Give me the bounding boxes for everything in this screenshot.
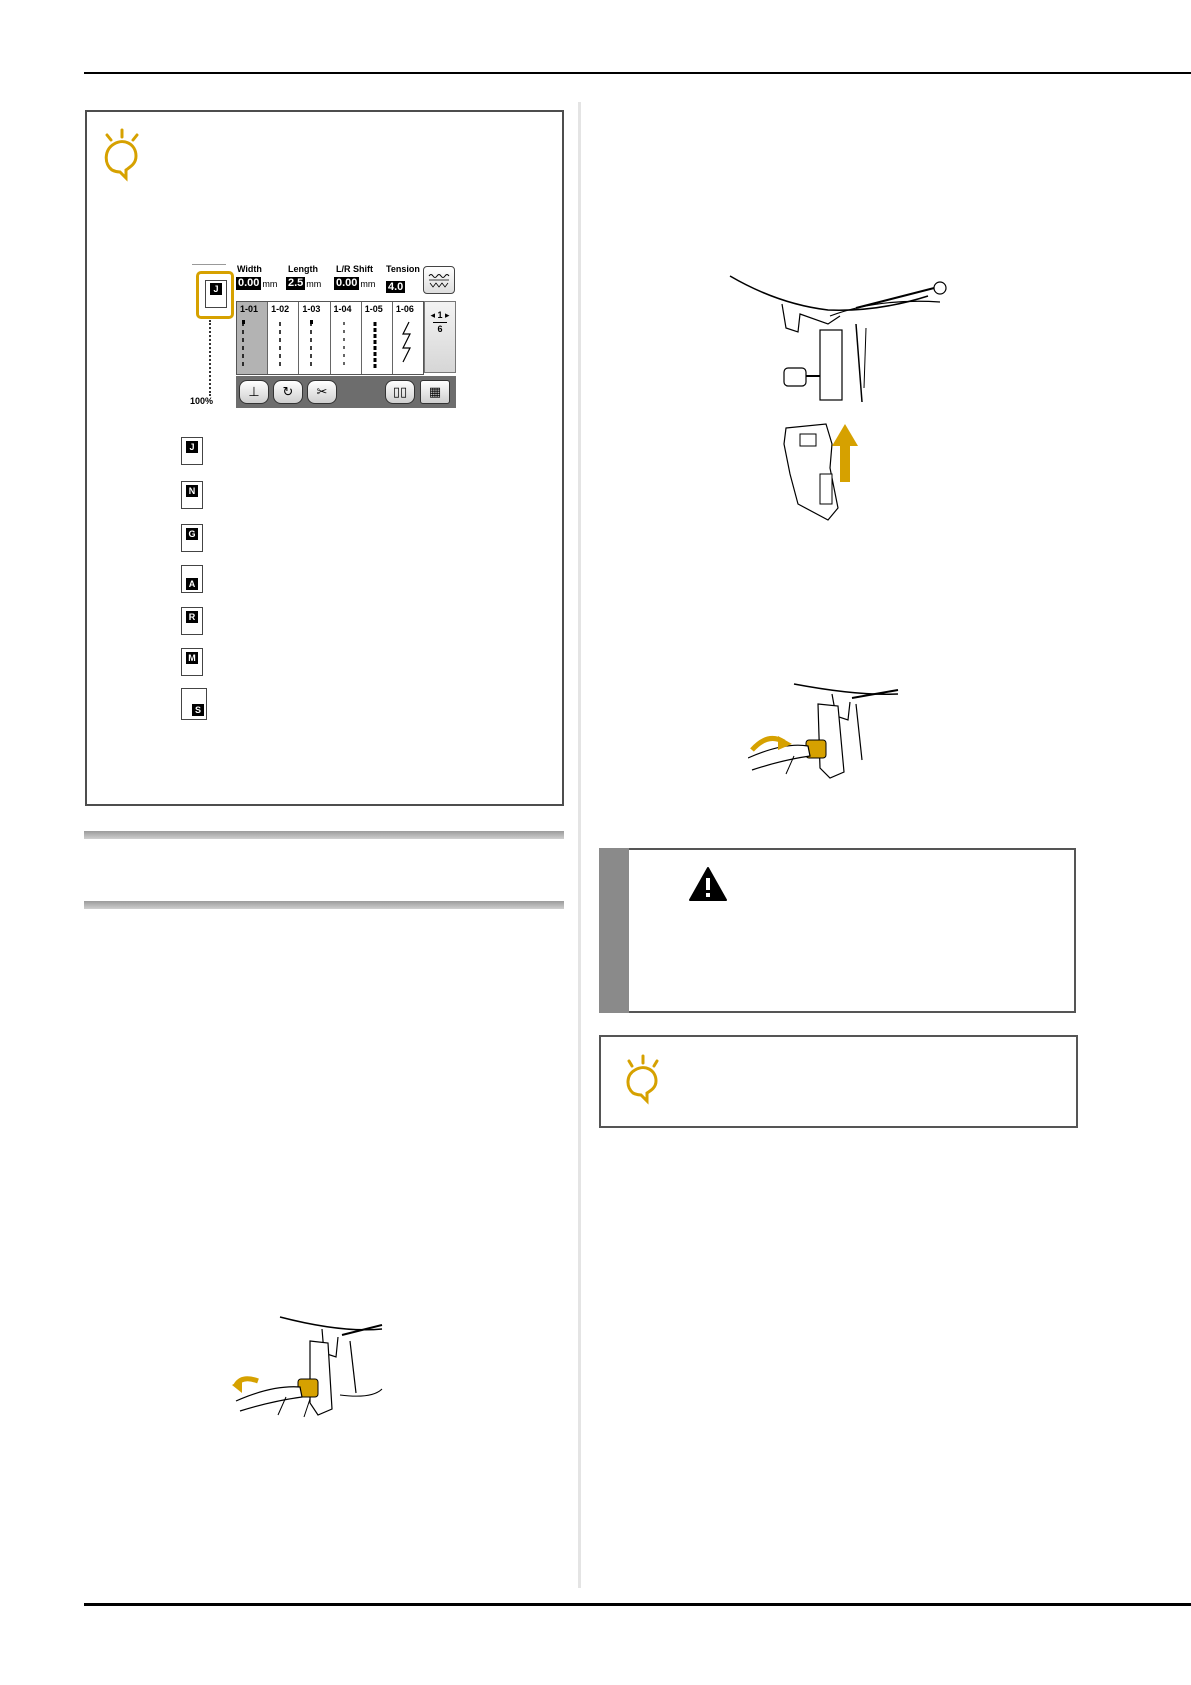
lr-shift-setting[interactable]: [334, 277, 375, 290]
lr-shift-unit: mm: [360, 278, 376, 289]
page-current: 1: [437, 310, 443, 320]
presser-foot-s-icon: [181, 688, 207, 720]
straight-stitch-icon: [299, 302, 329, 374]
width-label: Width: [237, 264, 262, 274]
stitch-number: 1-03: [302, 304, 321, 314]
top-rule: [84, 72, 1191, 74]
section-header-bar-bottom: [84, 901, 564, 909]
width-value: 0.00: [238, 277, 260, 289]
length-unit: mm: [306, 278, 322, 289]
foot-letter: S: [192, 704, 204, 716]
page-indicator[interactable]: [424, 301, 456, 373]
memory-button[interactable]: [420, 380, 450, 404]
straight-stitch-icon: [268, 302, 298, 374]
needle-position-button[interactable]: [273, 380, 303, 404]
stitch-number: 1-04: [333, 304, 352, 314]
stitch-preview-button[interactable]: [423, 266, 455, 294]
page-total: 6: [437, 324, 443, 334]
stitch-preview-icon: [424, 267, 454, 293]
pattern-memory-icon: ▦: [428, 384, 442, 399]
width-setting[interactable]: [236, 277, 277, 290]
foot-letter: R: [186, 611, 198, 623]
tighten-screw-illustration: [748, 680, 928, 790]
length-label: Length: [288, 264, 318, 274]
foot-letter: G: [186, 528, 198, 540]
foot-letter: J: [186, 441, 198, 453]
caution-side-bar: [599, 848, 629, 1013]
tension-value: 4.0: [388, 281, 404, 293]
foot-letter: J: [210, 283, 222, 295]
presser-foot-j-icon: [205, 280, 227, 308]
remove-foot-illustration: [728, 268, 958, 540]
tension-setting[interactable]: [386, 277, 405, 295]
foot-letter: N: [186, 485, 198, 497]
warning-icon: [688, 866, 728, 902]
straight-stitch-icon: [237, 302, 267, 374]
stitch-number: 1-06: [395, 304, 414, 314]
foot-letter: M: [186, 652, 198, 664]
stitch-number: 1-02: [271, 304, 290, 314]
presser-foot-button[interactable]: [239, 380, 269, 404]
zoom-label: 100%: [190, 396, 214, 406]
presser-foot-a-icon: [181, 565, 203, 593]
straight-stitch-icon: [331, 302, 361, 374]
scissors-icon: ✂: [316, 384, 328, 399]
width-unit: mm: [262, 278, 278, 289]
presser-foot-icon: ⊥: [248, 384, 260, 399]
stitch-cell-1-03[interactable]: [299, 302, 330, 374]
foot-letter: A: [186, 578, 198, 590]
page-right-icon[interactable]: ▸: [445, 310, 450, 320]
selected-foot-highlight[interactable]: [196, 271, 234, 319]
loosen-screw-illustration: [232, 1313, 412, 1423]
bottom-rule: [84, 1603, 1191, 1606]
needle-position-icon: ↻: [282, 384, 294, 399]
note-box: [85, 110, 564, 806]
stitch-cell-1-04[interactable]: [331, 302, 362, 374]
lr-shift-value: 0.00: [336, 277, 358, 289]
presser-foot-r-icon: [181, 607, 203, 635]
presser-foot-n-icon: [181, 481, 203, 509]
note-box-2: [599, 1035, 1078, 1128]
lightbulb-icon: [620, 1053, 668, 1105]
stitch-settings-row: [236, 264, 458, 298]
length-setting[interactable]: [286, 277, 321, 290]
column-divider: [578, 102, 581, 1588]
triple-stitch-icon: [362, 302, 392, 374]
section-header-bar-top: [84, 831, 564, 839]
thread-cutter-button[interactable]: [307, 380, 337, 404]
book-icon: ▯▯: [392, 384, 408, 399]
lr-shift-label: L/R Shift: [336, 264, 373, 274]
screen-toolbar: [236, 376, 456, 408]
stitch-cell-1-05[interactable]: [362, 302, 393, 374]
length-value: 2.5: [288, 277, 304, 289]
presser-foot-m-icon: [181, 648, 203, 676]
stitch-grid: [236, 301, 424, 375]
presser-foot-g-icon: [181, 524, 203, 552]
stitch-number: 1-01: [240, 304, 259, 314]
lightning-stitch-icon: [393, 302, 423, 374]
stitch-cell-1-02[interactable]: [268, 302, 299, 374]
stitch-cell-1-01[interactable]: [237, 302, 268, 374]
page-left-icon[interactable]: ◂: [430, 310, 435, 320]
page-arrows: [425, 310, 455, 321]
stitch-number: 1-05: [364, 304, 383, 314]
caution-box: [599, 848, 1076, 1013]
presser-foot-j-icon: [181, 437, 203, 465]
stitch-cell-1-06[interactable]: [393, 302, 423, 374]
lightbulb-icon: [98, 126, 148, 182]
manual-button[interactable]: [385, 380, 415, 404]
tension-label: Tension: [386, 264, 420, 274]
